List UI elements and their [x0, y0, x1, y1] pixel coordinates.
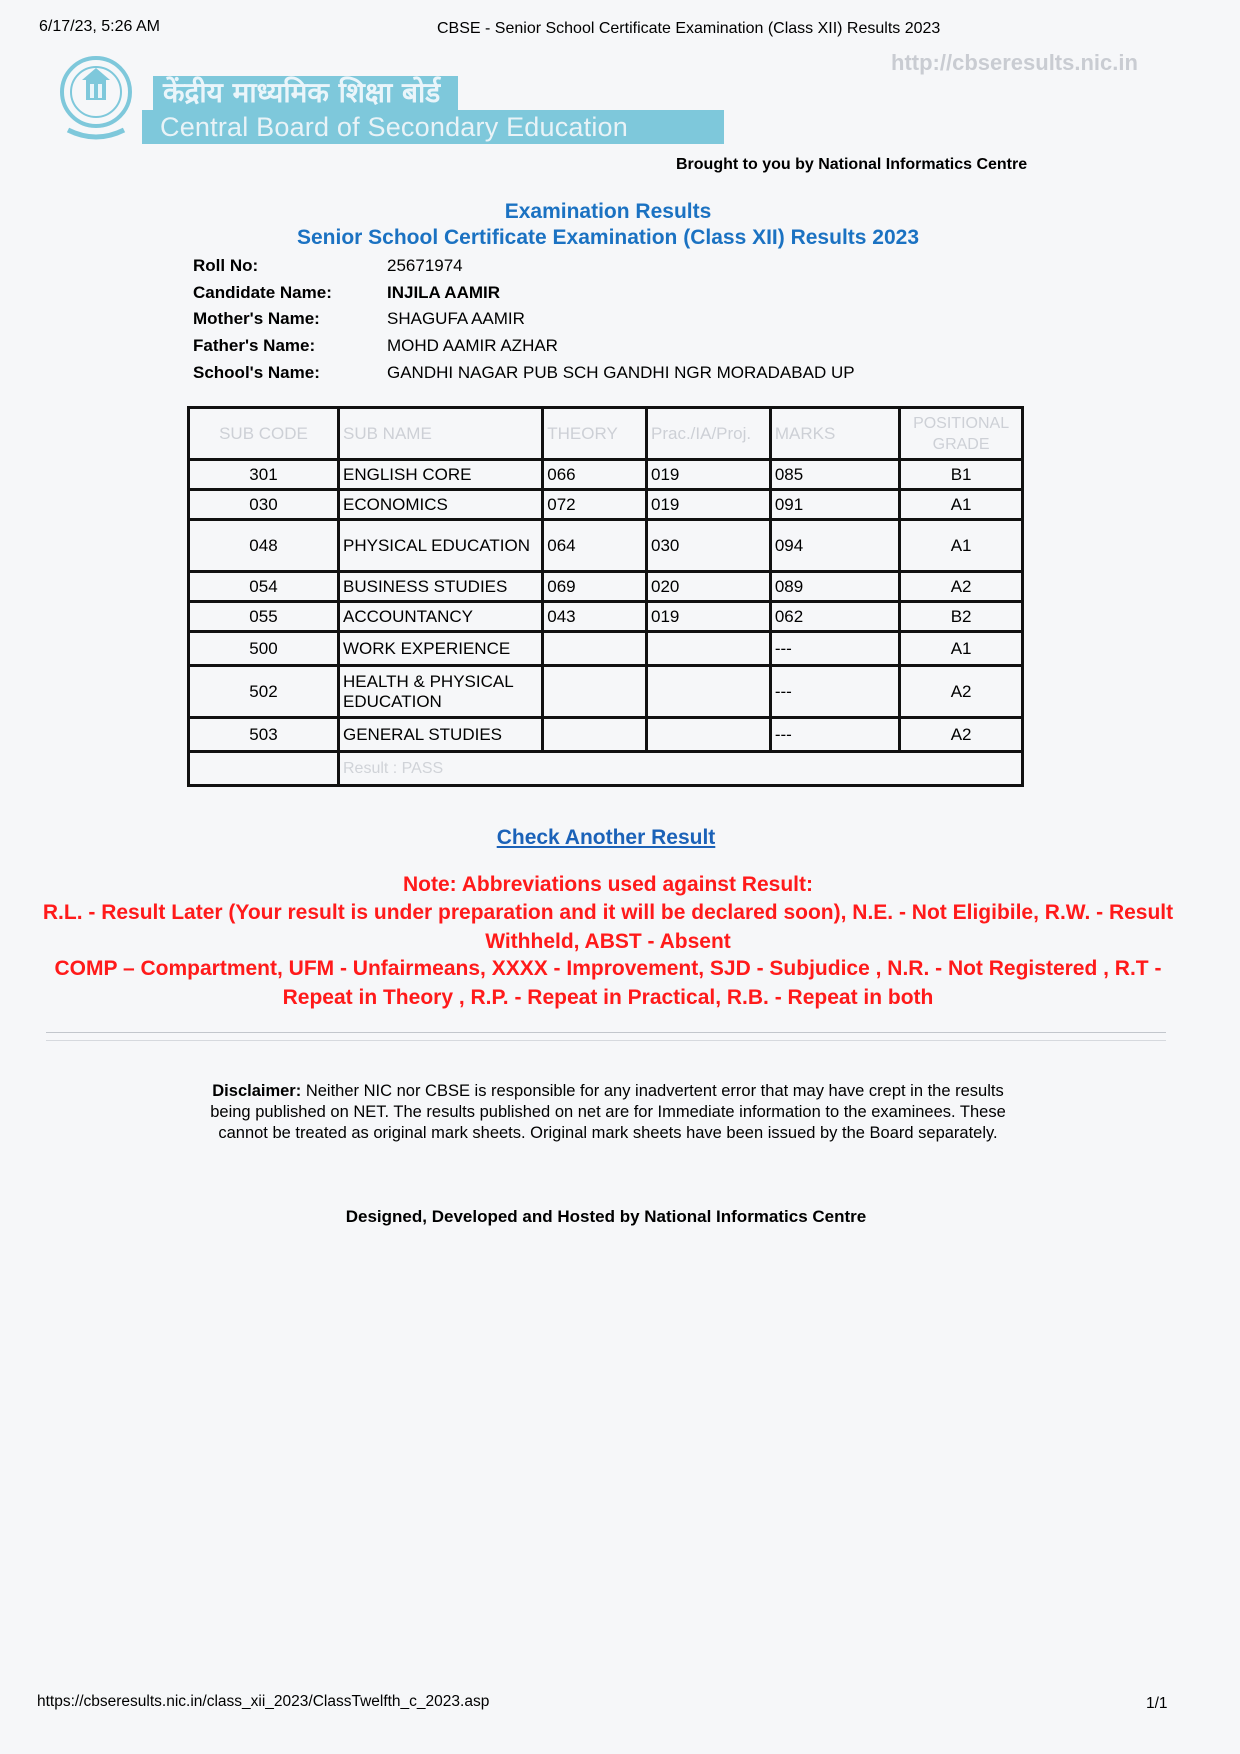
roll-no-label: Roll No: [193, 256, 259, 275]
sub-code-cell: 030 [189, 490, 339, 520]
sub-code-cell: 055 [189, 602, 339, 632]
theory-cell: 072 [543, 490, 647, 520]
note-title: Note: Abbreviations used against Result: [403, 873, 813, 896]
sub-name-cell: PHYSICAL EDUCATION [338, 520, 542, 572]
column-header: Prac./IA/Proj. [647, 408, 771, 460]
sub-name-cell: GENERAL STUDIES [338, 718, 542, 752]
sub-name-cell: ENGLISH CORE [338, 460, 542, 490]
candidate-name-value: INJILA AAMIR [387, 283, 501, 302]
marks-cell: --- [770, 666, 899, 718]
result-status: Result : PASS [338, 752, 1022, 786]
check-another-result-link[interactable]: Check Another Result [496, 826, 716, 849]
sub-code-cell: 301 [189, 460, 339, 490]
table-row [189, 490, 1023, 520]
prac-cell: 030 [647, 520, 771, 572]
grade-cell: A2 [900, 572, 1023, 602]
grade-cell: B2 [900, 602, 1023, 632]
sub-code-cell: 502 [189, 666, 339, 718]
marks-cell: 091 [770, 490, 899, 520]
designed-by-text: Designed, Developed and Hosted by National Informatics Centre [345, 1207, 867, 1226]
table-row [189, 520, 1023, 572]
grade-cell: A2 [900, 666, 1023, 718]
theory-cell: 064 [543, 520, 647, 572]
column-header: SUB CODE [189, 408, 339, 460]
page-number: 1/1 [1146, 1695, 1168, 1712]
candidate-name-label: Candidate Name: [193, 283, 332, 302]
sub-name-cell: ACCOUNTANCY [338, 602, 542, 632]
divider [46, 1032, 1166, 1033]
board-name-hindi: केंद्रीय माध्यमिक शिक्षा बोर्ड [153, 76, 458, 110]
column-header: THEORY [543, 408, 647, 460]
print-page-title: CBSE - Senior School Certificate Examination (Class XII) Results 2023 [437, 20, 941, 37]
result-spacer-cell [189, 752, 339, 786]
board-name-english: Central Board of Secondary Education [142, 110, 724, 144]
table-header-row [189, 408, 1023, 460]
print-datetime: 6/17/23, 5:26 AM [39, 18, 160, 35]
mother-name-label: Mother's Name: [193, 309, 320, 328]
column-header: MARKS [770, 408, 899, 460]
note-abbreviations-2: COMP – Compartment, UFM - Unfairmeans, XXXX - Improvement, SJD - Subjudice , N.R. - Not Registered , R.T - Repeat in Theory , R.P. - Repeat in Practical, R.B. - Repeat in both [54, 957, 1162, 1009]
footer-url: https://cbseresults.nic.in/class_xii_2023/ClassTwelfth_c_2023.asp [37, 1693, 490, 1710]
prac-cell: 020 [647, 572, 771, 602]
father-name-label: Father's Name: [193, 336, 316, 355]
sub-name-cell: WORK EXPERIENCE [338, 632, 542, 666]
table-row [189, 632, 1023, 666]
roll-no-value: 25671974 [387, 256, 463, 275]
theory-cell: 043 [543, 602, 647, 632]
prac-cell: 019 [647, 490, 771, 520]
theory-cell [543, 632, 647, 666]
theory-cell [543, 718, 647, 752]
divider [46, 1040, 1166, 1041]
site-url[interactable]: http://cbseresults.nic.in [891, 50, 1138, 75]
sub-code-cell: 048 [189, 520, 339, 572]
result-row [189, 752, 1023, 786]
sub-code-cell: 503 [189, 718, 339, 752]
brought-by-text: Brought to you by National Informatics Centre [676, 156, 1028, 173]
grade-cell: B1 [900, 460, 1023, 490]
column-header: POSITIONAL GRADE [900, 408, 1023, 460]
sub-code-cell: 054 [189, 572, 339, 602]
grade-cell: A1 [900, 520, 1023, 572]
column-header: SUB NAME [338, 408, 542, 460]
school-name-label: School's Name: [193, 363, 320, 382]
exam-subtitle: Senior School Certificate Examination (Class XII) Results 2023 [296, 226, 920, 249]
table-row [189, 602, 1023, 632]
school-name-value: GANDHI NAGAR PUB SCH GANDHI NGR MORADABAD UP [387, 363, 855, 382]
grade-cell: A1 [900, 632, 1023, 666]
mother-name-value: SHAGUFA AAMIR [387, 309, 525, 328]
cbse-logo-icon [56, 54, 136, 142]
disclaimer [190, 1081, 1026, 1144]
note-abbreviations-1: R.L. - Result Later (Your result is under preparation and it will be declared soon), N.E. - Not Eligibile, R.W. - Result Withheld, ABST - Absent [42, 901, 1174, 953]
marks-cell: 062 [770, 602, 899, 632]
marks-table [187, 406, 1024, 787]
prac-cell [647, 718, 771, 752]
sub-name-cell: HEALTH & PHYSICAL EDUCATION [338, 666, 542, 718]
marks-cell: 089 [770, 572, 899, 602]
marks-cell: 094 [770, 520, 899, 572]
prac-cell: 019 [647, 602, 771, 632]
marks-cell: --- [770, 718, 899, 752]
prac-cell [647, 632, 771, 666]
page-title: Examination Results [504, 200, 712, 223]
disclaimer-label: Disclaimer: [212, 1082, 302, 1100]
sub-name-cell: ECONOMICS [338, 490, 542, 520]
table-row [189, 718, 1023, 752]
theory-cell: 066 [543, 460, 647, 490]
sub-name-cell: BUSINESS STUDIES [338, 572, 542, 602]
marks-cell: --- [770, 632, 899, 666]
grade-cell: A1 [900, 490, 1023, 520]
disclaimer-text: Neither NIC nor CBSE is responsible for any inadvertent error that may have crept in the results being published on NET. The results published on net are for Immediate information to the examinees. These cannot be treated as original mark sheets. Original mark sheets have been issued by the Board separately. [210, 1082, 1006, 1142]
marks-cell: 085 [770, 460, 899, 490]
sub-code-cell: 500 [189, 632, 339, 666]
prac-cell: 019 [647, 460, 771, 490]
table-row [189, 666, 1023, 718]
prac-cell [647, 666, 771, 718]
grade-cell: A2 [900, 718, 1023, 752]
father-name-value: MOHD AAMIR AZHAR [387, 336, 558, 355]
theory-cell: 069 [543, 572, 647, 602]
theory-cell [543, 666, 647, 718]
table-row [189, 460, 1023, 490]
table-row [189, 572, 1023, 602]
